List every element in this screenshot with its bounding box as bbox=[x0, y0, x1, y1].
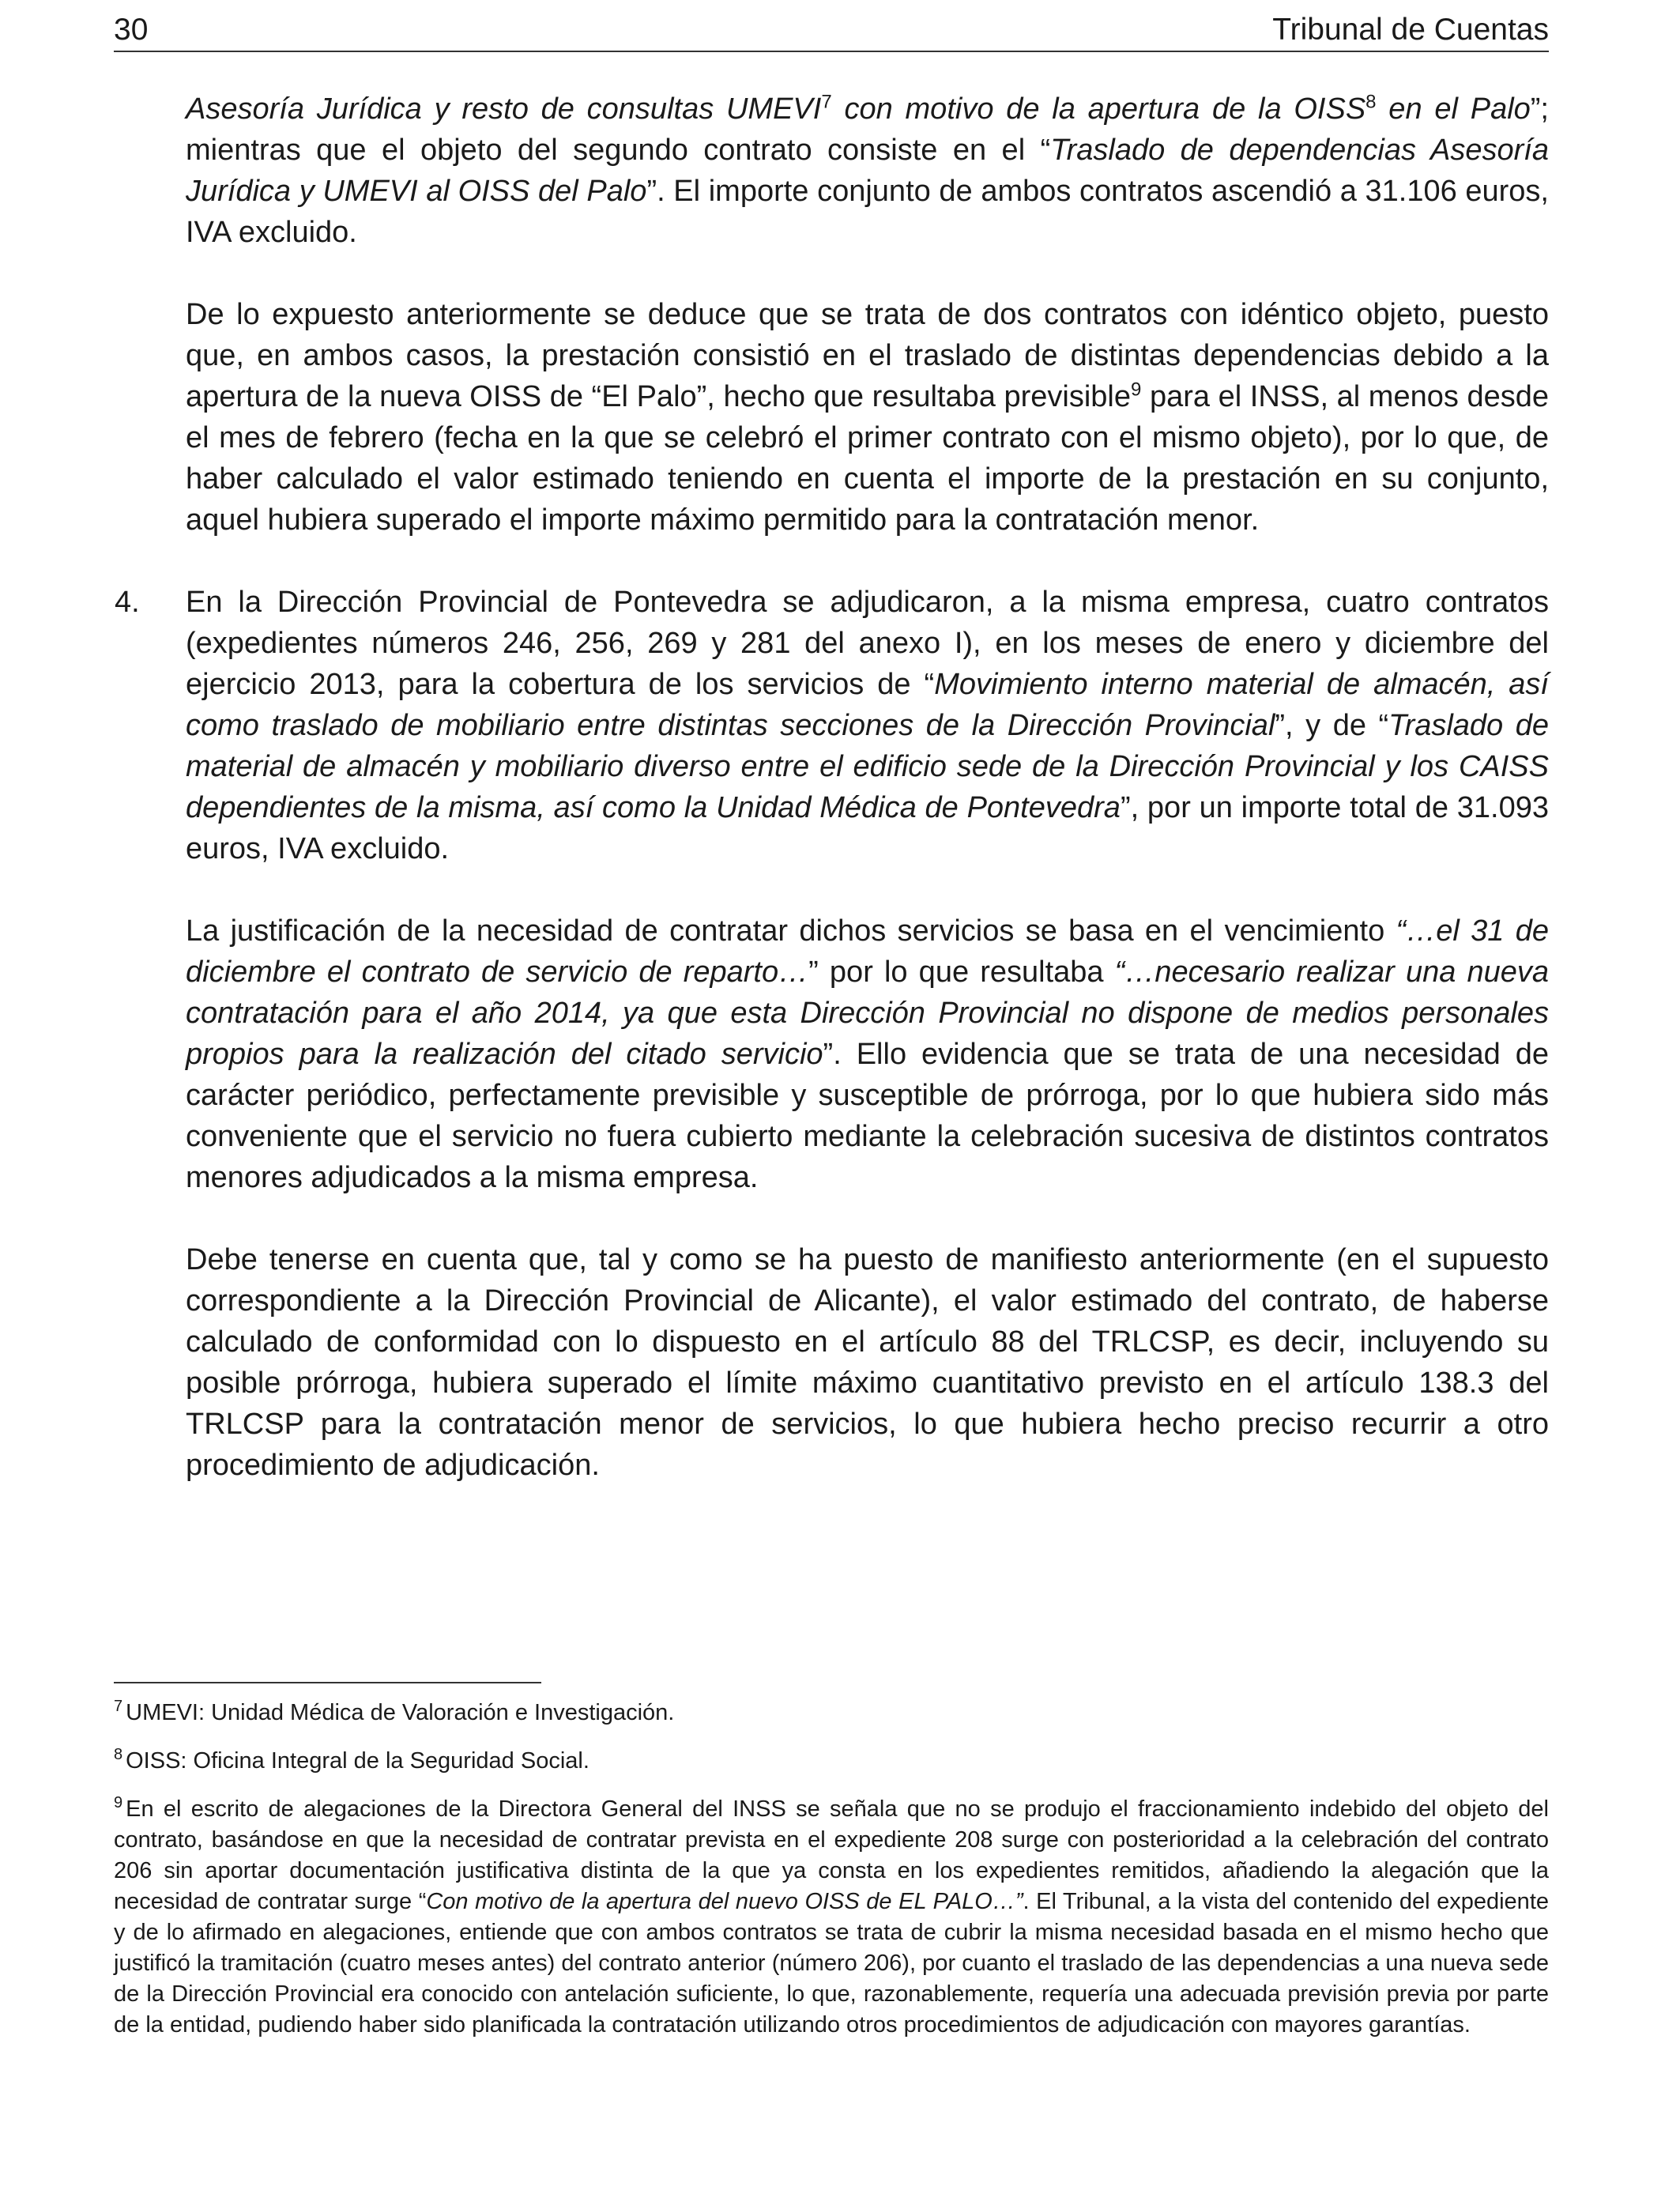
footnote-text: . El Tribunal, a la vista del contenido del expediente y de lo afirmado en alegaciones, entiende que con ambos contratos se trata de cubrir la misma necesidad basada en el mismo hecho que justificó la tramitación (cuatro meses antes) del contrato anterior (número 206), por cuanto el traslado de las dependencias a una nueva sede de la Dirección Provincial era conocido con antelación suficiente, lo que, razonablemente, requería una adecuada previsión previa por parte de la entidad, pudiendo haber sido planificada la contratación utilizando otros procedimientos de adjudicación con mayores garantías. bbox=[114, 1889, 1550, 2038]
text-run: En la Dirección Provincial de Pontevedra se adjudicaron, a la misma empresa, cuatro contratos (expedientes números 246, 256, 269 y 281 del anexo I), en los meses de enero y diciembre del ejercicio 2013, para la cobertura de los servicios de “ bbox=[186, 586, 1549, 701]
footnote-ref-8[interactable]: 8 bbox=[1365, 91, 1377, 113]
text-run: La justificación de la necesidad de contratar dichos servicios se basa en el vencimiento bbox=[186, 914, 1396, 948]
footnote-text: OISS: Oficina Integral de la Seguridad Social. bbox=[126, 1748, 590, 1774]
italic-quote: Asesoría Jurídica y resto de consultas UMEVI bbox=[186, 92, 822, 126]
text-run: ”; mientras que el objeto del segundo contrato consiste en el “ bbox=[186, 92, 1549, 167]
paragraph-identical-object bbox=[186, 294, 1549, 541]
document-body bbox=[115, 89, 1550, 1527]
footnote-7 bbox=[114, 1698, 1549, 1728]
italic-quote: Con motivo de la apertura del nuevo OISS de EL PALO…” bbox=[426, 1889, 1023, 1914]
footnote-text: En el escrito de alegaciones de la Directora General del INSS se señala que no se produjo el fraccionamiento indebido del objeto del contrato, basándose en que la necesidad de contratar prevista en el expediente 208 surge con posterioridad a la celebración del contrato 206 sin aportar documentación justificativa distinta de la que ya consta en los expedientes remitidos, añadiendo la alegación que la necesidad de contratar surge “ bbox=[114, 1796, 1549, 1914]
text-run: para el INSS, al menos desde el mes de febrero (fecha en la que se celebró el primer contrato con el mismo objeto), por lo que, de haber calculado el valor estimado teniendo en cuenta el importe de la prestación en su conjunto, aquel hubiera superado el importe máximo permitido para la contratación menor. bbox=[186, 380, 1549, 537]
italic-quote: “…necesario realizar una nueva contratación para el año 2014, ya que esta Dirección Provincial no dispone de medios personales propios para la realización del citado servicio bbox=[186, 956, 1550, 1071]
italic-quote: “…el 31 de diciembre el contrato de servicio de reparto… bbox=[186, 914, 1549, 989]
italic-quote: Traslado de material de almacén y mobiliario diverso entre el edificio sede de la Dirección Provincial y los CAISS dependientes de la misma, así como la Unidad Médica de Pontevedra bbox=[186, 709, 1550, 824]
footnote-mark: 8 bbox=[114, 1746, 123, 1764]
footnote-8 bbox=[114, 1746, 1549, 1777]
page-number: 30 bbox=[114, 13, 149, 47]
footnote-mark: 7 bbox=[114, 1698, 123, 1716]
page-header bbox=[114, 9, 1549, 52]
text-run: De lo expuesto anteriormente se deduce que se trata de dos contratos con idéntico objeto, puesto que, en ambos casos, la prestación consistió en el traslado de distintas dependencias debido a la apertura de la nueva OISS de “El Palo”, hecho que resultaba previsible bbox=[186, 298, 1549, 413]
paragraph-oiss-palo-contracts bbox=[186, 89, 1549, 253]
footnote-9 bbox=[114, 1794, 1549, 2041]
italic-quote: Movimiento interno material de almacén, así como traslado de mobiliario entre distintas secciones de la Dirección Provincial bbox=[186, 668, 1549, 742]
footnotes bbox=[114, 1698, 1549, 2058]
footnote-text: UMEVI: Unidad Médica de Valoración e Investigación. bbox=[126, 1700, 675, 1725]
text-run: ”, y de “ bbox=[1275, 709, 1389, 742]
text-run: ”, por un importe total de 31.093 euros, IVA excluido. bbox=[186, 791, 1549, 865]
italic-quote: en el Palo bbox=[1376, 92, 1531, 126]
footnote-separator bbox=[114, 1682, 541, 1683]
footnote-ref-7[interactable]: 7 bbox=[821, 91, 832, 113]
list-item-4 bbox=[115, 582, 1550, 869]
footnote-ref-9[interactable]: 9 bbox=[1131, 379, 1142, 401]
paragraph-justification bbox=[186, 910, 1549, 1198]
italic-quote: Traslado de dependencias Asesoría Jurídica y UMEVI al OISS del Palo bbox=[186, 134, 1549, 208]
running-title: Tribunal de Cuentas bbox=[1272, 13, 1549, 47]
italic-quote: con motivo de la apertura de la OISS bbox=[831, 92, 1366, 126]
text-run: ”. El importe conjunto de ambos contratos ascendió a 31.106 euros, IVA excluido. bbox=[186, 175, 1549, 249]
footnote-mark: 9 bbox=[114, 1794, 123, 1812]
text-run: ”. Ello evidencia que se trata de una necesidad de carácter periódico, perfectamente previsible y susceptible de prórroga, por lo que hubiera sido más conveniente que el servicio no fuera cubierto mediante la celebración sucesiva de distintos contratos menores adjudicados a la misma empresa. bbox=[186, 1038, 1549, 1194]
list-marker: 4. bbox=[115, 586, 140, 619]
paragraph-estimated-value: Debe tenerse en cuenta que, tal y como se ha puesto de manifiesto anteriormente (en el supuesto correspondiente a la Dirección Provincial de Alicante), el valor estimado del contrato, de haberse calculado de conformidad con lo dispuesto en el artículo 88 del TRLCSP, es decir, incluyendo su posible prórroga, hubiera superado el límite máximo cuantitativo previsto en el artículo 138.3 del TRLCSP para la contratación menor de servicios, lo que hubiera hecho preciso recurrir a otro procedimiento de adjudicación. bbox=[186, 1243, 1549, 1482]
text-run: ” por lo que resultaba bbox=[808, 956, 1115, 989]
